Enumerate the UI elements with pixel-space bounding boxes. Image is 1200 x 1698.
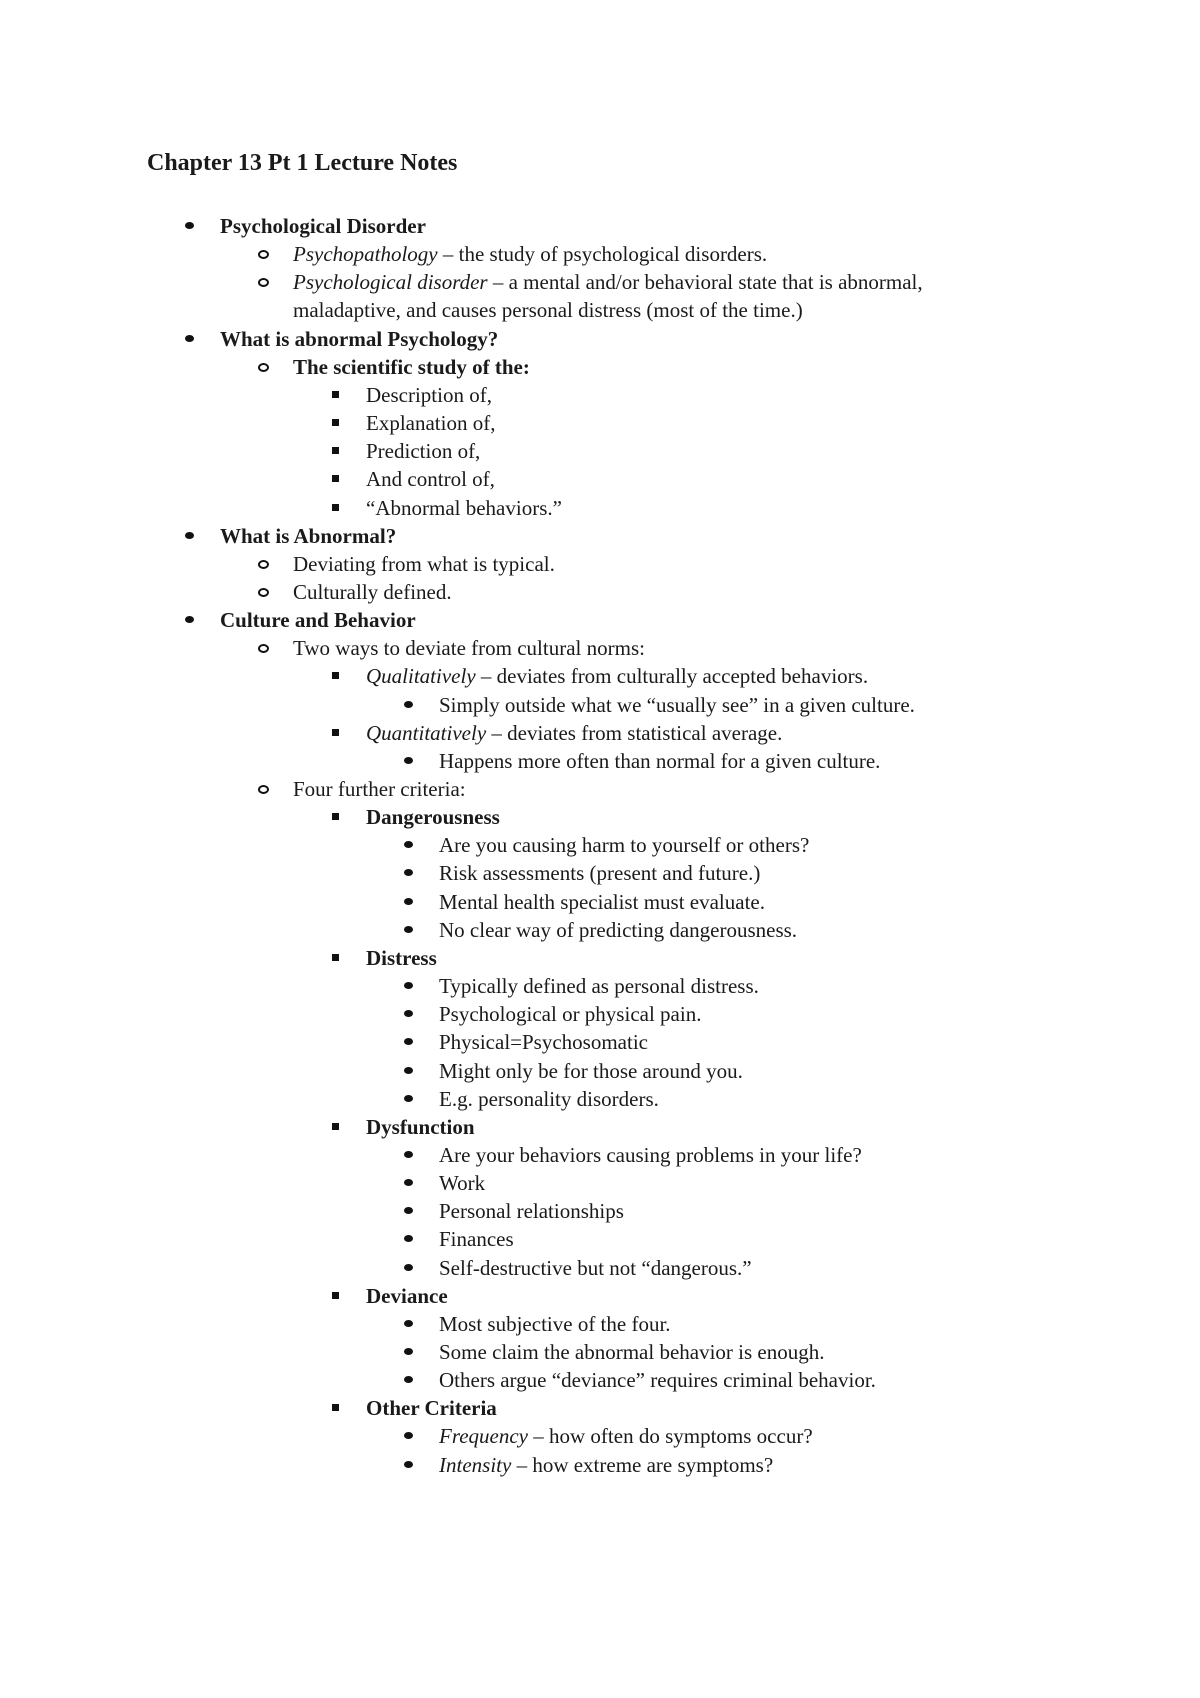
circle-bullet-icon xyxy=(258,588,269,597)
list-item xyxy=(293,240,767,268)
list-item xyxy=(439,691,915,719)
list-item xyxy=(220,212,426,240)
list-item xyxy=(293,296,803,324)
list-item-text: – how extreme are symptoms? xyxy=(511,1452,774,1477)
list-item-text: Culturally defined. xyxy=(293,579,452,604)
list-item-text: Are your behaviors causing problems in your life? xyxy=(439,1142,862,1167)
list-item-text: What is Abnormal? xyxy=(220,523,397,548)
list-item xyxy=(439,1254,752,1282)
square-bullet-icon xyxy=(332,1123,339,1130)
square-bullet-icon xyxy=(332,447,339,454)
disc-bullet-icon xyxy=(185,616,194,623)
list-item xyxy=(293,578,452,606)
list-item-text: Self-destructive but not “dangerous.” xyxy=(439,1255,752,1280)
list-item-text: Psychological disorder xyxy=(293,270,488,295)
list-item-text: E.g. personality disorders. xyxy=(439,1086,659,1111)
list-item xyxy=(439,1085,659,1113)
square-bullet-icon xyxy=(332,729,339,736)
square-bullet-icon xyxy=(332,391,339,398)
list-item xyxy=(293,268,923,296)
list-item xyxy=(293,775,466,803)
list-item-text: Work xyxy=(439,1171,486,1196)
list-item xyxy=(439,1451,773,1479)
list-item-text: Psychological Disorder xyxy=(220,214,426,238)
disc-bullet-icon xyxy=(185,532,194,539)
list-item xyxy=(439,1225,514,1253)
list-item xyxy=(366,944,437,972)
disc-bullet-icon xyxy=(404,1038,413,1045)
list-item-text: Dangerousness xyxy=(366,805,500,830)
list-item-text: Dysfunction xyxy=(366,1114,475,1139)
list-item xyxy=(366,465,495,493)
list-item-text: The scientific study of the: xyxy=(293,354,530,379)
list-item-text: – how often do symptoms occur? xyxy=(528,1424,813,1449)
circle-bullet-icon xyxy=(258,644,269,653)
disc-bullet-icon xyxy=(185,222,194,229)
square-bullet-icon xyxy=(332,1292,339,1299)
list-item xyxy=(366,381,492,409)
list-item-text: Culture and Behavior xyxy=(220,608,416,633)
list-item xyxy=(366,662,868,690)
disc-bullet-icon xyxy=(404,1264,413,1271)
list-item-text: Qualitatively xyxy=(366,664,476,689)
disc-bullet-icon xyxy=(404,1179,413,1186)
disc-bullet-icon xyxy=(404,1432,413,1439)
disc-bullet-icon xyxy=(185,335,194,342)
list-item xyxy=(439,972,759,1000)
list-item-text: – the study of psychological disorders. xyxy=(437,242,768,267)
list-item-text: Psychopathology xyxy=(293,242,438,267)
list-item xyxy=(439,1169,485,1197)
square-bullet-icon xyxy=(332,419,339,426)
list-item-text: Some claim the abnormal behavior is enough. xyxy=(439,1340,825,1364)
page-title: Chapter 13 Pt 1 Lecture Notes xyxy=(147,150,458,176)
list-item xyxy=(366,719,782,747)
list-item xyxy=(439,1310,671,1338)
list-item-text: Quantitatively xyxy=(366,720,487,745)
list-item xyxy=(293,353,530,381)
list-item xyxy=(439,1366,876,1394)
disc-bullet-icon xyxy=(404,1461,413,1468)
list-item-text: Risk assessments (present and future.) xyxy=(439,861,761,886)
square-bullet-icon xyxy=(332,672,339,679)
list-item xyxy=(439,1141,862,1169)
circle-bullet-icon xyxy=(258,785,269,794)
list-item-text: Deviating from what is typical. xyxy=(293,551,555,576)
list-item-text: Two ways to deviate from cultural norms: xyxy=(293,636,645,661)
list-item-text: Explanation of, xyxy=(366,411,496,436)
disc-bullet-icon xyxy=(404,1095,413,1102)
list-item xyxy=(439,831,809,859)
disc-bullet-icon xyxy=(404,982,413,989)
list-item-text: – a mental and/or behavioral state that is abnormal, xyxy=(487,270,923,295)
list-item xyxy=(366,494,562,522)
disc-bullet-icon xyxy=(404,1348,413,1355)
circle-bullet-icon xyxy=(258,363,269,372)
list-item xyxy=(293,550,555,578)
list-item-text: Frequency xyxy=(439,1424,529,1449)
list-item-text: Typically defined as personal distress. xyxy=(439,974,759,999)
list-item xyxy=(366,1113,475,1141)
square-bullet-icon xyxy=(332,954,339,961)
disc-bullet-icon xyxy=(404,1207,413,1214)
disc-bullet-icon xyxy=(404,1376,413,1383)
disc-bullet-icon xyxy=(404,1320,413,1327)
list-item xyxy=(439,1422,813,1450)
list-item xyxy=(366,1394,497,1422)
list-item-text: “Abnormal behaviors.” xyxy=(366,495,562,520)
circle-bullet-icon xyxy=(258,278,269,287)
list-item xyxy=(439,888,765,916)
list-item-text: And control of, xyxy=(366,467,495,492)
list-item-text: Might only be for those around you. xyxy=(439,1058,743,1083)
square-bullet-icon xyxy=(332,504,339,511)
list-item xyxy=(439,859,760,887)
disc-bullet-icon xyxy=(404,701,413,708)
list-item-text: Intensity xyxy=(439,1452,512,1477)
square-bullet-icon xyxy=(332,813,339,820)
disc-bullet-icon xyxy=(404,1151,413,1158)
list-item-text: maladaptive, and causes personal distress (most of the time.) xyxy=(293,298,803,323)
list-item-text: – deviates from statistical average. xyxy=(486,720,783,745)
list-item-text: – deviates from culturally accepted behaviors. xyxy=(475,664,869,689)
disc-bullet-icon xyxy=(404,757,413,764)
list-item xyxy=(293,634,645,662)
list-item xyxy=(220,522,396,550)
list-item xyxy=(366,437,480,465)
list-item xyxy=(439,747,880,775)
list-item-text: Other Criteria xyxy=(366,1396,497,1421)
square-bullet-icon xyxy=(332,1404,339,1411)
list-item-text: Psychological or physical pain. xyxy=(439,1002,702,1027)
list-item xyxy=(439,1338,825,1366)
list-item xyxy=(366,409,495,437)
list-item xyxy=(439,1028,648,1056)
list-item-text: Are you causing harm to yourself or others? xyxy=(439,833,810,858)
list-item xyxy=(439,1057,743,1085)
list-item-text: Physical=Psychosomatic xyxy=(439,1030,648,1055)
disc-bullet-icon xyxy=(404,1067,413,1074)
list-item-text: Personal relationships xyxy=(439,1199,624,1224)
list-item-text: Simply outside what we “usually see” in a given culture. xyxy=(439,692,915,717)
list-item-text: Happens more often than normal for a given culture. xyxy=(439,748,881,773)
list-item-text: No clear way of predicting dangerousness. xyxy=(439,917,798,942)
disc-bullet-icon xyxy=(404,1010,413,1017)
list-item xyxy=(439,916,797,944)
list-item xyxy=(220,606,416,634)
list-item xyxy=(439,1197,624,1225)
list-item-text: Deviance xyxy=(366,1283,448,1308)
list-item-text: Four further criteria: xyxy=(293,777,466,801)
list-item xyxy=(366,803,500,831)
list-item xyxy=(220,325,498,353)
disc-bullet-icon xyxy=(404,898,413,905)
list-item-text: Mental health specialist must evaluate. xyxy=(439,889,765,914)
disc-bullet-icon xyxy=(404,1235,413,1242)
list-item xyxy=(366,1282,448,1310)
list-item-text: Finances xyxy=(439,1227,514,1252)
circle-bullet-icon xyxy=(258,560,269,569)
disc-bullet-icon xyxy=(404,869,413,876)
disc-bullet-icon xyxy=(404,926,413,933)
list-item xyxy=(439,1000,701,1028)
disc-bullet-icon xyxy=(404,841,413,848)
list-item-text: Description of, xyxy=(366,382,492,407)
list-item-text: Most subjective of the four. xyxy=(439,1311,671,1336)
list-item-text: Prediction of, xyxy=(366,439,481,464)
circle-bullet-icon xyxy=(258,250,269,259)
list-item-text: What is abnormal Psychology? xyxy=(220,326,499,351)
list-item-text: Others argue “deviance” requires criminal behavior. xyxy=(439,1368,876,1393)
square-bullet-icon xyxy=(332,475,339,482)
list-item-text: Distress xyxy=(366,945,437,970)
